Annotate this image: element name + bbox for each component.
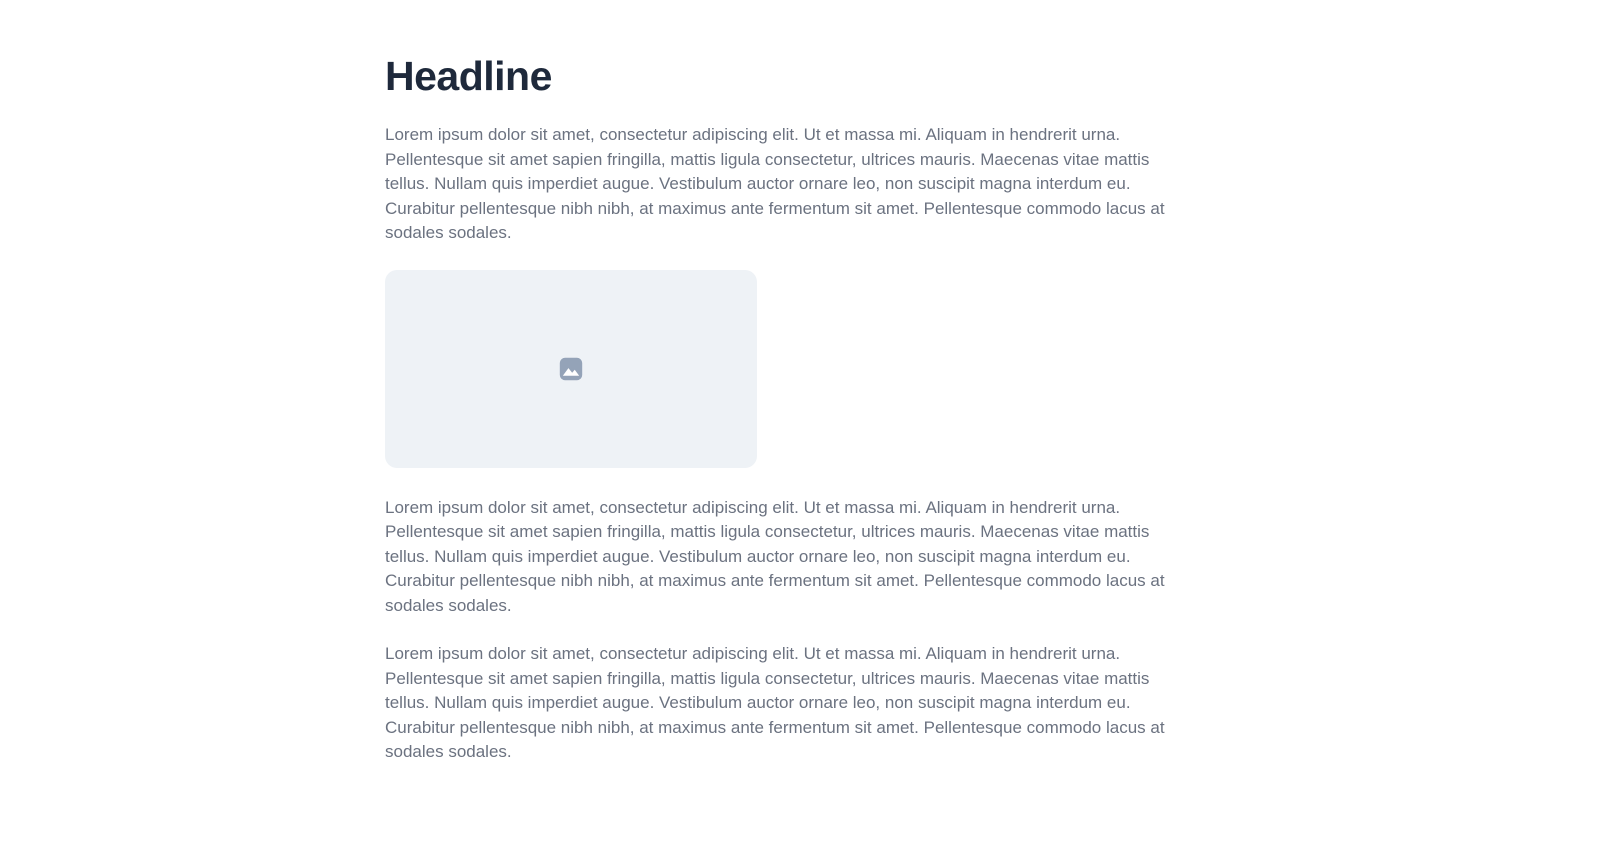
image-icon-frame: [560, 357, 582, 379]
paragraph-3: Lorem ipsum dolor sit amet, consectetur adipiscing elit. Ut et massa mi. Aliquam in hendrerit urna. Pellentesque sit amet sapien fringilla, mattis ligula consectetur, ultrices mauris. Maecenas vitae mattis tellus. Nullam quis imperdiet augue. Vestibulum auctor ornare leo, non suscipit magna interdum eu. Curabitur pellentesque nibh nibh, at maximus ante fermentum sit amet. Pellentesque commodo lacus at sodales sodales.: [385, 644, 1165, 762]
image-icon: [557, 355, 585, 383]
document-page: [385, 52, 1185, 789]
page-title: Headline: [385, 53, 552, 99]
paragraph-2: Lorem ipsum dolor sit amet, consectetur adipiscing elit. Ut et massa mi. Aliquam in hendrerit urna. Pellentesque sit amet sapien fringilla, mattis ligula consectetur, ultrices mauris. Maecenas vitae mattis tellus. Nullam quis imperdiet augue. Vestibulum auctor ornare leo, non suscipit magna interdum eu. Curabitur pellentesque nibh nibh, at maximus ante fermentum sit amet. Pellentesque commodo lacus at sodales sodales.: [385, 497, 1165, 615]
image-placeholder: [385, 270, 757, 468]
paragraph-1: Lorem ipsum dolor sit amet, consectetur adipiscing elit. Ut et massa mi. Aliquam in hendrerit urna. Pellentesque sit amet sapien fringilla, mattis ligula consectetur, ultrices mauris. Maecenas vitae mattis tellus. Nullam quis imperdiet augue. Vestibulum auctor ornare leo, non suscipit magna interdum eu. Curabitur pellentesque nibh nibh, at maximus ante fermentum sit amet. Pellentesque commodo lacus at sodales sodales.: [385, 125, 1165, 243]
